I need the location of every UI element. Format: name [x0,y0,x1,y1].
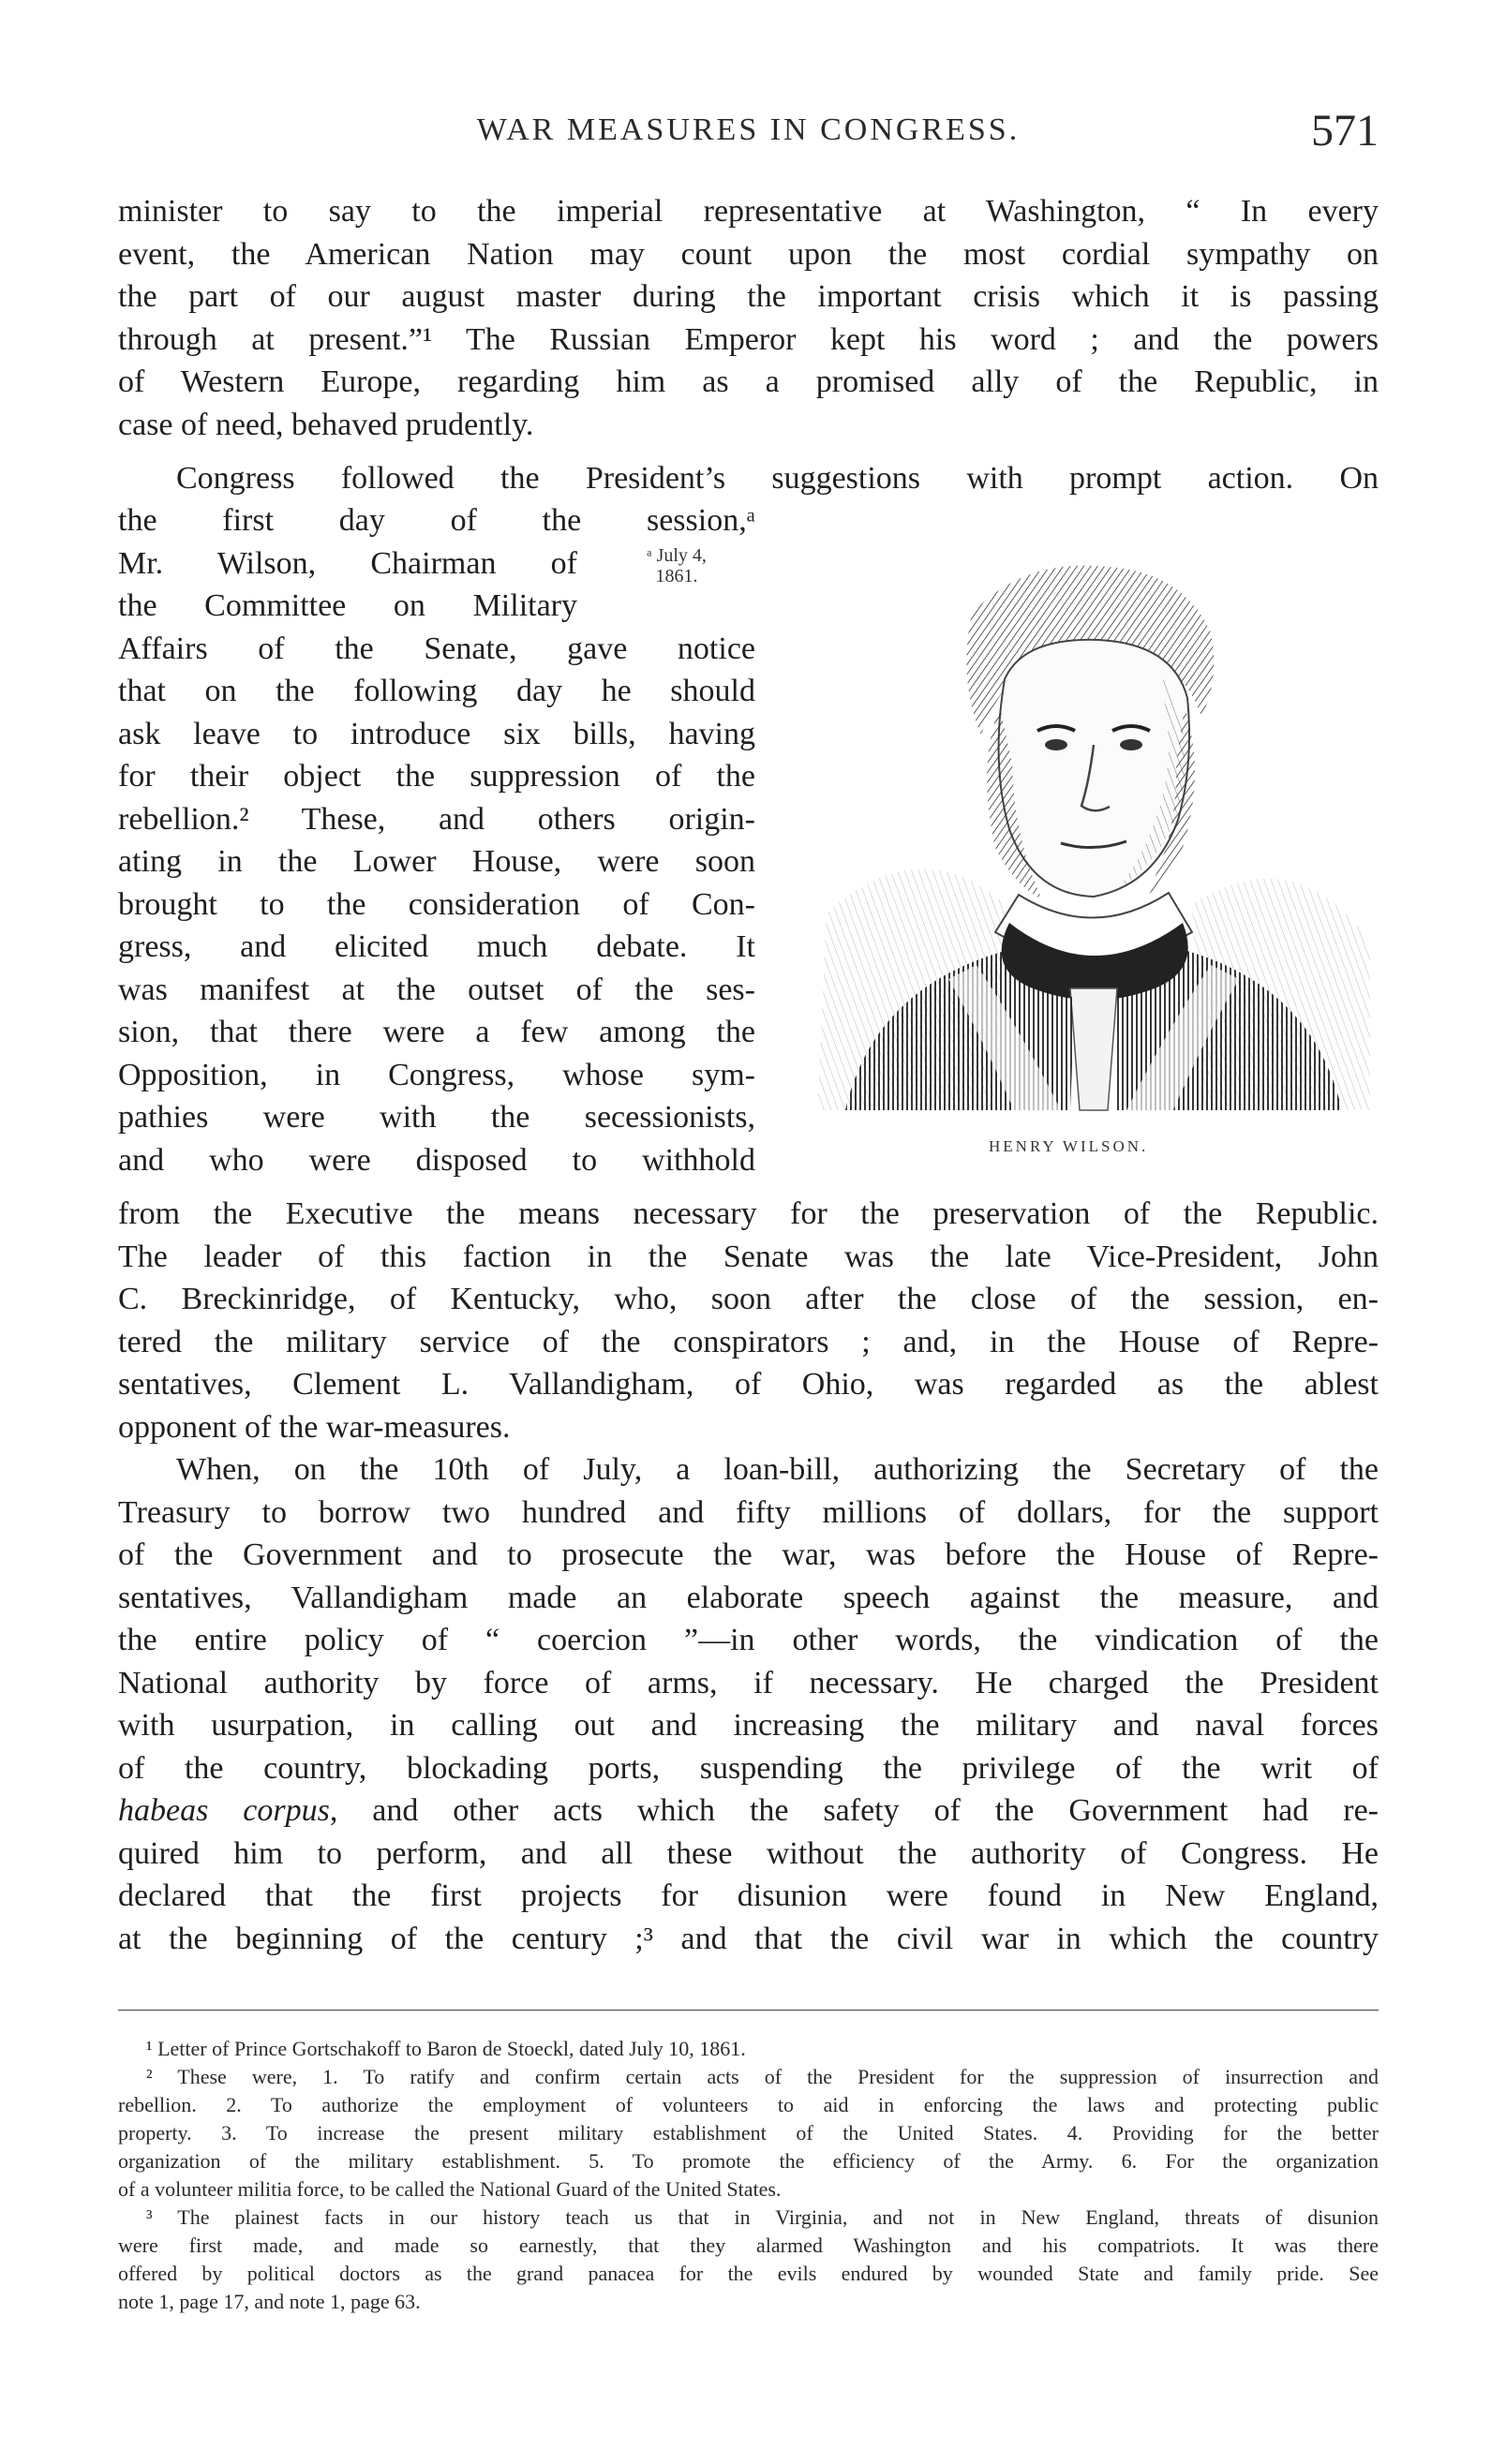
text-line: of Western Europe, regarding him as a promised ally of the Republic, in [118,364,1379,399]
paragraph-congress-first-line [118,457,1379,500]
portrait-illustration [808,548,1379,1129]
footnote-line: ² These were, 1. To ratify and confirm certain acts of the President for the suppression of insurrection and [146,2065,1379,2088]
text-line: quired him to perform, and all these without the authority of Congress. He [118,1835,1379,1871]
text-line: When, on the 10th of July, a loan-bill, authorizing the Secretary of the [176,1452,1379,1487]
text-line: gress, and elicited much debate. It [118,929,755,964]
text-line: Congress followed the President’s suggestions with prompt action. On [176,461,1379,496]
footnote-line: property. 3. To increase the present military establishment of the United States. 4. Providing for the better [118,2121,1379,2145]
text-line: rebellion.² These, and others origin- [118,801,755,837]
text-line: tered the military service of the conspirators ; and, in the House of Repre- [118,1324,1379,1359]
text-line: for their object the suppression of the [118,759,755,794]
page-number: 571 [1311,106,1379,156]
text-line: and who were disposed to withhold [118,1142,755,1178]
footnote-line: organization of the military establishment. 5. To promote the efficiency of the Army. 6. For the organization [118,2149,1379,2173]
footnote-line: ¹ Letter of Prince Gortschakoff to Baron de Stoeckl, dated July 10, 1861. [146,2037,746,2060]
sidenote-line: ᵃ July 4, [647,545,707,566]
italic-term: habeas corpus [118,1793,330,1828]
paragraph-opposition-leaders [118,1193,1379,1448]
text-line: was manifest at the outset of the ses- [118,972,755,1007]
text-line: through at present.”¹ The Russian Emperor kept his word ; and the powers [118,321,1379,357]
text-line: the part of our august master during the important crisis which it is passing [118,279,1379,314]
text-line: declared that the first projects for disunion were found in New England, [118,1878,1379,1913]
text-line: Affairs of the Senate, gave notice [118,631,755,666]
text-line: event, the American Nation may count upon the most cordial sympathy on [118,236,1379,272]
marginal-date-note [611,545,742,586]
footnote-line: note 1, page 17, and note 1, page 63. [118,2290,421,2313]
text-line: of the country, blockading ports, suspending the privilege of the writ of [118,1750,1379,1786]
text-line: ating in the Lower House, were soon [118,844,755,879]
footnote-2 [118,2063,1379,2204]
text-line: that on the following day he should [118,674,755,708]
text-line: sentatives, Vallandigham made an elaborate speech against the measure, and [118,1580,1379,1615]
text-line: National authority by force of arms, if necessary. He charged the President [118,1665,1379,1700]
footnotes [118,2035,1379,2316]
running-head: WAR MEASURES IN CONGRESS. [476,112,1021,147]
footnote-line: were first made, and made so earnestly, that they alarmed Washington and his compatriots. It was there [118,2234,1379,2257]
text-line: at the beginning of the century ;³ and that the civil war in which the country [118,1921,1379,1956]
text-line: Mr. Wilson, Chairman of [118,545,577,581]
text-line: minister to say to the imperial representative at Washington, “ In every [118,194,1379,229]
text-line: with usurpation, in calling out and increasing the military and naval forces [118,1708,1379,1743]
text-line: Treasury to borrow two hundred and fifty millions of dollars, for the support [118,1494,1379,1530]
footnote-line: offered by political doctors as the grand panacea for the evils endured by wounded State and family pride. See [118,2262,1379,2285]
paragraph-loan-bill [118,1448,1379,1960]
text-line: sion, that there were a few among the [118,1015,755,1049]
text-line: case of need, behaved prudently. [118,407,534,442]
text-line: the entire policy of “ coercion ”—in other words, the vindication of the [118,1623,1379,1657]
sidenote-line: 1861. [655,566,698,586]
footnote-line: ³ The plainest facts in our history teach us that in Virginia, and not in New England, threats of disunion [146,2205,1379,2229]
paragraph-opening [118,190,1379,446]
text-line: ask leave to introduce six bills, having [118,716,755,751]
footnote-1 [118,2035,1379,2063]
text-line: of the Government and to prosecute the war, was before the House of Repre- [118,1537,1379,1572]
paragraph-beside-portrait [118,499,755,1181]
footnote-3 [118,2204,1379,2316]
text-line: brought to the consideration of Con- [118,886,755,922]
text-line: from the Executive the means necessary for the preservation of the Republic. [118,1196,1379,1231]
text-line: Opposition, in Congress, whose sym- [118,1057,755,1092]
page-header [118,105,1379,161]
text-line: the Committee on Military [118,588,577,623]
footnote-line: rebellion. 2. To authorize the employment of volunteers to aid in enforcing the laws and protecting public [118,2093,1379,2116]
text-line: pathies were with the secessionists, [118,1100,755,1135]
footnote-line: of a volunteer militia force, to be called the National Guard of the United States. [118,2177,782,2201]
text-line: the first day of the session,ᵃ [118,503,755,538]
text-line: sentatives, Clement L. Vallandigham, of Ohio, was regarded as the ablest [118,1367,1379,1402]
portrait-engraving [808,548,1379,1148]
text-line: The leader of this faction in the Senate was the late Vice-President, John [118,1239,1379,1274]
footnote-divider [118,2010,1379,2011]
text-line: opponent of the war-measures. [118,1409,511,1445]
text-line: habeas corpus, and other acts which the safety of the Government had re- [118,1793,1379,1828]
text-line: C. Breckinridge, of Kentucky, who, soon after the close of the session, en- [118,1282,1379,1316]
portrait-caption: HENRY WILSON. [989,1137,1149,1155]
